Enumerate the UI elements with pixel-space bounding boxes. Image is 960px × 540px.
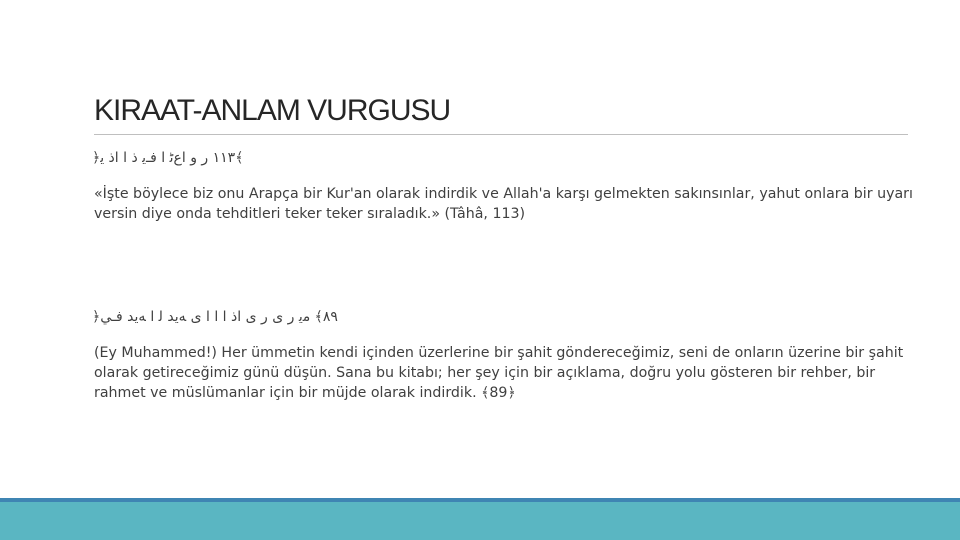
verse-2-arabic: ﴿٨٩﴾ ﻣﯾ ر ﯼ ر ﯼ اﺫ ا ا ا ﯼ ﻪﯾﺪ ﻟ ا ﻪﯾﺪ ﻓـﻲ xyxy=(92,309,338,325)
verse-2-translation: (Ey Muhammed!) Her ümmetin kendi içinden üzerlerine bir şahit göndereceğimiz, seni de onların üzerine bir şahit olarak getireceğimiz günü düşün. Sana bu kitabı; her şey için bir açıklama, doğru yolu gösteren bir rehber, bir rahmet ve müslümanlar için bir müjde olarak indirdik. ﴾89﴿ xyxy=(94,345,904,401)
footer-bar xyxy=(0,502,960,540)
slide-title: KIRAAT-ANLAM VURGUSU xyxy=(94,94,451,127)
verse-1-arabic: ﴿١١٣ ر و اعﮢ ا فـﯾ ذ ا اذ ﯾ﴾ xyxy=(92,150,244,166)
title-divider xyxy=(94,134,908,135)
verse-1-translation: «İşte böylece biz onu Arapça bir Kur'an olarak indirdik ve Allah'a karşı gelmekten sakınsınlar, yahut onlara bir uyarı versin diye onda tehditleri teker teker sıraladık.» (Tâhâ, 113) xyxy=(94,186,913,222)
